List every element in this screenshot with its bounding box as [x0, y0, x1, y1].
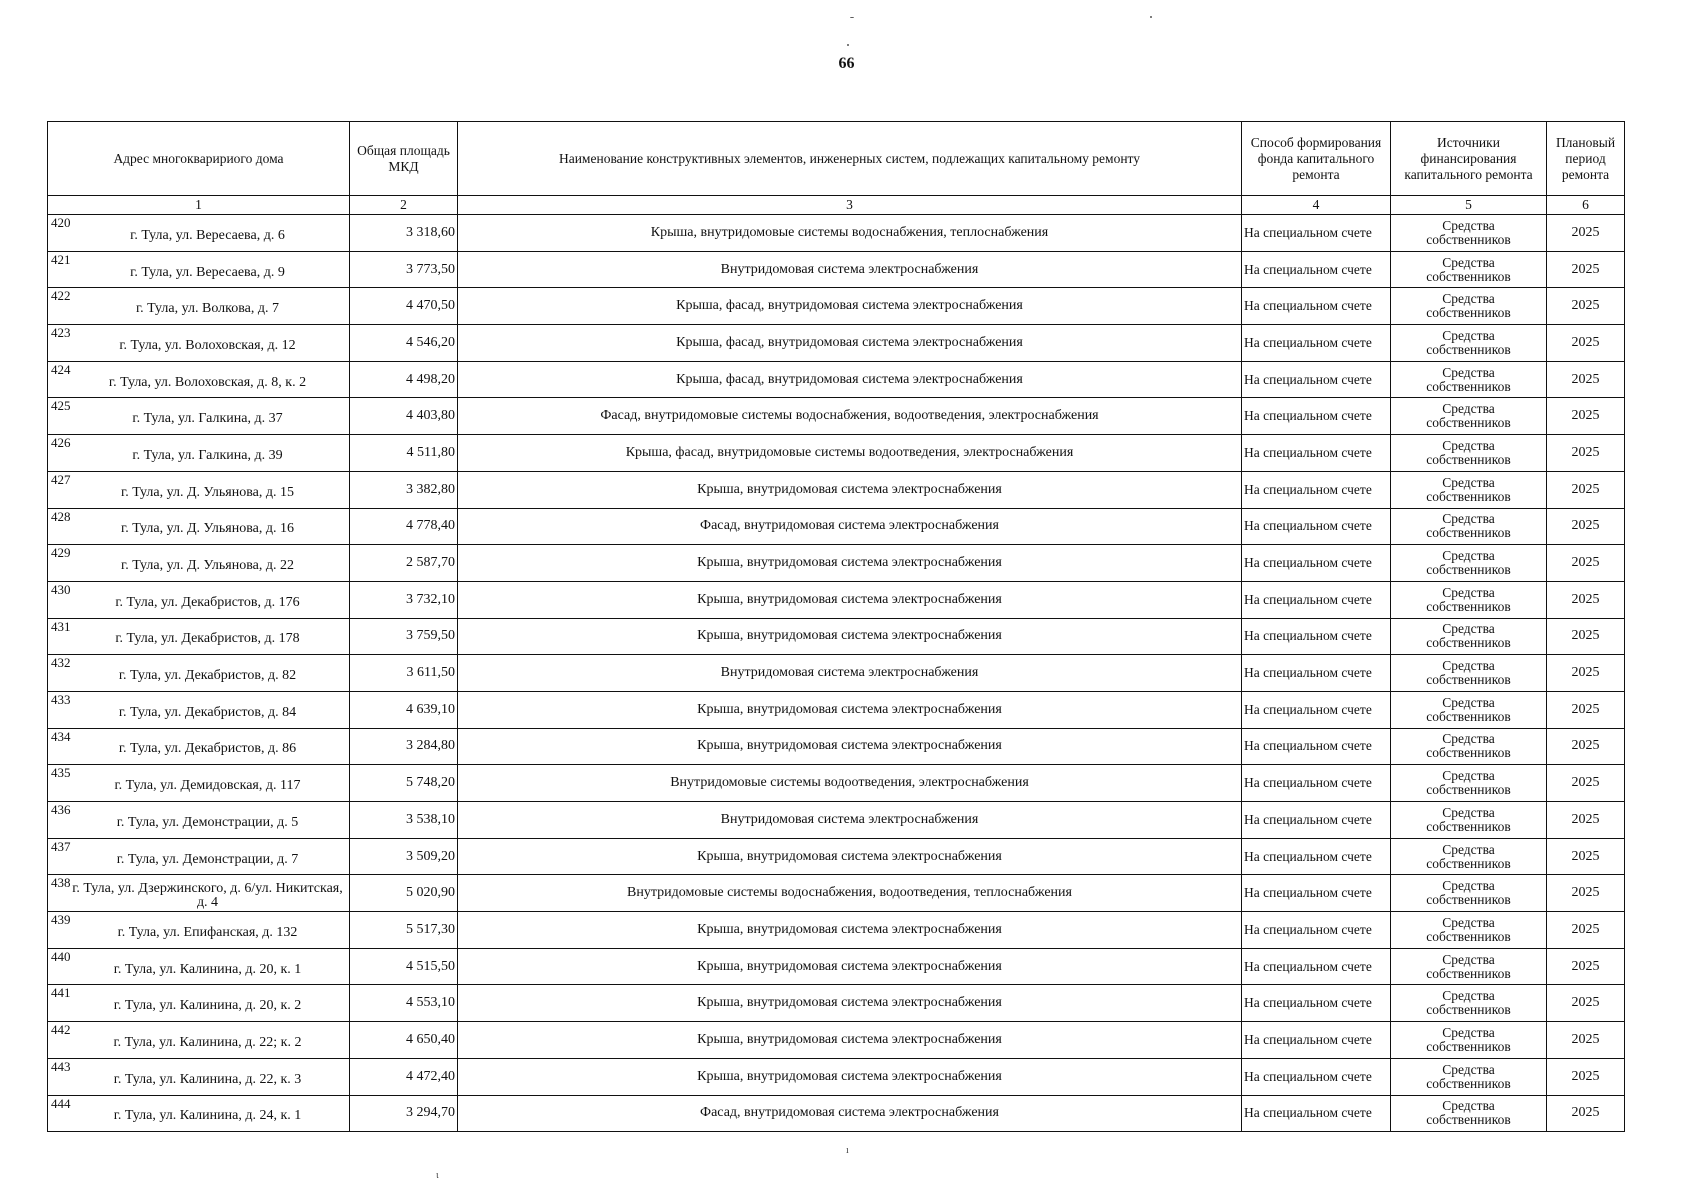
address: г. Тула, ул. Галкина, д. 37: [132, 411, 283, 427]
elements-cell: Крыша, внутридомовая система электроснабжения: [458, 1022, 1242, 1059]
year-cell: 2025: [1547, 838, 1625, 875]
column-number: 5: [1391, 196, 1547, 215]
elements-cell: Крыша, внутридомовые системы водоснабжения, теплоснабжения: [458, 215, 1242, 252]
source-cell: [1391, 728, 1547, 765]
source-line: собственников: [1426, 451, 1511, 467]
source-line: собственников: [1426, 1112, 1511, 1128]
address: г. Тула, ул. Калинина, д. 22; к. 2: [113, 1034, 302, 1050]
address: г. Тула, ул. Дзержинского, д. 6/ул. Никитская, д. 4: [72, 881, 343, 911]
table-row: [48, 325, 1625, 362]
method-cell: На специальном счете: [1242, 802, 1391, 839]
source-line: собственников: [1426, 305, 1511, 321]
source-line: собственников: [1426, 598, 1511, 614]
elements-cell: Внутридомовые системы водоснабжения, водоотведения, теплоснабжения: [458, 875, 1242, 912]
source-line: собственников: [1426, 378, 1511, 394]
method-cell: На специальном счете: [1242, 728, 1391, 765]
column-number: 4: [1242, 196, 1391, 215]
address-cell: [48, 251, 350, 288]
scan-speck: [1150, 16, 1152, 18]
elements-cell: Крыша, внутридомовая система электроснабжения: [458, 618, 1242, 655]
table-row: [48, 948, 1625, 985]
elements-cell: Крыша, внутридомовая система электроснабжения: [458, 581, 1242, 618]
elements-cell: Внутридомовая система электроснабжения: [458, 802, 1242, 839]
table-row: [48, 875, 1625, 912]
method-cell: На специальном счете: [1242, 618, 1391, 655]
method-cell: На специальном счете: [1242, 765, 1391, 802]
table-row: [48, 361, 1625, 398]
table-row: [48, 912, 1625, 949]
source-line: собственников: [1426, 1002, 1511, 1018]
address-cell: [48, 215, 350, 252]
method-cell: На специальном счете: [1242, 1058, 1391, 1095]
address: г. Тула, ул. Декабристов, д. 86: [118, 741, 297, 757]
year-cell: 2025: [1547, 545, 1625, 582]
method-cell: На специальном счете: [1242, 875, 1391, 912]
source-line: собственников: [1426, 1075, 1511, 1091]
source-line: Средства: [1442, 437, 1495, 453]
source-line: Средства: [1442, 474, 1495, 490]
source-cell: [1391, 545, 1547, 582]
table-row: [48, 655, 1625, 692]
area-cell: 4 639,10: [350, 691, 458, 728]
address: г. Тула, ул. Д. Ульянова, д. 22: [121, 558, 294, 574]
year-cell: 2025: [1547, 435, 1625, 472]
area-cell: 3 759,50: [350, 618, 458, 655]
address: г. Тула, ул. Вересаева, д. 6: [130, 227, 285, 243]
source-cell: [1391, 325, 1547, 362]
source-cell: [1391, 361, 1547, 398]
source-cell: [1391, 1058, 1547, 1095]
source-cell: [1391, 251, 1547, 288]
row-number: 429: [51, 545, 71, 561]
row-number: 423: [51, 325, 71, 341]
year-cell: 2025: [1547, 875, 1625, 912]
method-cell: На специальном счете: [1242, 655, 1391, 692]
elements-cell: Крыша, фасад, внутридомовая система электроснабжения: [458, 361, 1242, 398]
year-cell: 2025: [1547, 581, 1625, 618]
source-cell: [1391, 912, 1547, 949]
scan-mark: ɩ: [436, 1170, 439, 1181]
scan-mark: ı: [846, 1145, 849, 1156]
header-elements: Наименование конструктивных элементов, инженерных систем, подлежащих капитальному ремонту: [458, 122, 1242, 196]
row-number: 436: [51, 802, 71, 817]
method-cell: На специальном счете: [1242, 508, 1391, 545]
source-line: собственников: [1426, 562, 1511, 578]
address-cell: [48, 471, 350, 508]
elements-cell: Крыша, внутридомовая система электроснабжения: [458, 838, 1242, 875]
method-cell: На специальном счете: [1242, 912, 1391, 949]
source-line: собственников: [1426, 341, 1511, 357]
address: г. Тула, ул. Волкова, д. 7: [136, 301, 279, 317]
address-cell: [48, 655, 350, 692]
source-line: Средства: [1442, 768, 1495, 784]
method-cell: На специальном счете: [1242, 985, 1391, 1022]
method-cell: На специальном счете: [1242, 361, 1391, 398]
elements-cell: Крыша, фасад, внутридомовая система электроснабжения: [458, 288, 1242, 325]
table-row: [48, 691, 1625, 728]
year-cell: 2025: [1547, 215, 1625, 252]
address-cell: [48, 765, 350, 802]
source-cell: [1391, 838, 1547, 875]
address: г. Тула, ул. Д. Ульянова, д. 15: [121, 484, 294, 500]
address: г. Тула, ул. Волоховская, д. 8, к. 2: [108, 374, 307, 390]
method-cell: На специальном счете: [1242, 1095, 1391, 1132]
address: г. Тула, ул. Декабристов, д. 176: [115, 594, 300, 610]
row-number: 434: [51, 728, 71, 744]
row-number: 421: [51, 251, 71, 267]
table-row: [48, 471, 1625, 508]
row-number: 422: [51, 288, 71, 304]
table-row: [48, 398, 1625, 435]
source-line: собственников: [1426, 892, 1511, 908]
source-cell: [1391, 435, 1547, 472]
source-line: Средства: [1442, 988, 1495, 1004]
source-line: Средства: [1442, 804, 1495, 820]
address-cell: [48, 875, 350, 912]
elements-cell: Внутридомовая система электроснабжения: [458, 655, 1242, 692]
source-cell: [1391, 802, 1547, 839]
column-number: 1: [48, 196, 350, 215]
table-row: [48, 581, 1625, 618]
column-number: 3: [458, 196, 1242, 215]
row-number: 435: [51, 765, 71, 781]
address: г. Тула, ул. Декабристов, д. 82: [118, 668, 297, 684]
address: г. Тула, ул. Галкина, д. 39: [132, 447, 283, 463]
area-cell: 5 517,30: [350, 912, 458, 949]
address-cell: [48, 985, 350, 1022]
method-cell: На специальном счете: [1242, 398, 1391, 435]
address: г. Тула, ул. Калинина, д. 20, к. 2: [113, 998, 302, 1014]
address: г. Тула, ул. Калинина, д. 20, к. 1: [113, 961, 302, 977]
year-cell: 2025: [1547, 691, 1625, 728]
method-cell: На специальном счете: [1242, 251, 1391, 288]
year-cell: 2025: [1547, 361, 1625, 398]
area-cell: 5 020,90: [350, 875, 458, 912]
source-line: собственников: [1426, 672, 1511, 688]
source-line: Средства: [1442, 401, 1495, 417]
elements-cell: Крыша, внутридомовая система электроснабжения: [458, 545, 1242, 582]
row-number: 420: [51, 215, 71, 230]
column-number-row: [48, 196, 1625, 215]
source-line: собственников: [1426, 488, 1511, 504]
area-cell: 4 470,50: [350, 288, 458, 325]
address-cell: [48, 288, 350, 325]
source-line: Средства: [1442, 1098, 1495, 1114]
method-cell: На специальном счете: [1242, 215, 1391, 252]
source-line: Средства: [1442, 914, 1495, 930]
header-source: Источники финансирования капитального ремонта: [1391, 122, 1547, 196]
elements-cell: Фасад, внутридомовые системы водоснабжения, водоотведения, электроснабжения: [458, 398, 1242, 435]
area-cell: 3 318,60: [350, 215, 458, 252]
address-cell: [48, 838, 350, 875]
elements-cell: Крыша, внутридомовая система электроснабжения: [458, 985, 1242, 1022]
address-cell: [48, 802, 350, 839]
address: г. Тула, ул. Декабристов, д. 84: [118, 704, 297, 720]
address: г. Тула, ул. Демидовская, д. 117: [114, 778, 301, 794]
area-cell: 3 509,20: [350, 838, 458, 875]
method-cell: На специальном счете: [1242, 691, 1391, 728]
area-cell: 4 778,40: [350, 508, 458, 545]
row-number: 430: [51, 581, 71, 597]
column-number: 6: [1547, 196, 1625, 215]
row-number: 440: [51, 948, 71, 964]
source-cell: [1391, 581, 1547, 618]
elements-cell: Крыша, внутридомовая система электроснабжения: [458, 471, 1242, 508]
address-cell: [48, 435, 350, 472]
source-cell: [1391, 1095, 1547, 1132]
row-number: 424: [51, 361, 71, 377]
row-number: 444: [51, 1095, 71, 1111]
elements-cell: Крыша, внутридомовая система электроснабжения: [458, 948, 1242, 985]
elements-cell: Крыша, фасад, внутридомовые системы водоотведения, электроснабжения: [458, 435, 1242, 472]
source-cell: [1391, 985, 1547, 1022]
source-cell: [1391, 471, 1547, 508]
source-line: Средства: [1442, 327, 1495, 343]
capital-repair-table: [47, 121, 1625, 1132]
row-number: 428: [51, 508, 71, 524]
address-cell: [48, 948, 350, 985]
method-cell: На специальном счете: [1242, 288, 1391, 325]
header-area: Общая площадь МКД: [350, 122, 458, 196]
elements-cell: Фасад, внутридомовая система электроснабжения: [458, 508, 1242, 545]
source-line: собственников: [1426, 525, 1511, 541]
table-row: [48, 802, 1625, 839]
source-line: Средства: [1442, 731, 1495, 747]
column-number: 2: [350, 196, 458, 215]
source-line: собственников: [1426, 782, 1511, 798]
elements-cell: Крыша, внутридомовая система электроснабжения: [458, 1058, 1242, 1095]
source-line: Средства: [1442, 548, 1495, 564]
address: г. Тула, ул. Волоховская, д. 12: [119, 337, 296, 353]
area-cell: 3 538,10: [350, 802, 458, 839]
year-cell: 2025: [1547, 288, 1625, 325]
row-number: 443: [51, 1058, 71, 1074]
method-cell: На специальном счете: [1242, 838, 1391, 875]
address: г. Тула, ул. Калинина, д. 22, к. 3: [113, 1071, 302, 1087]
method-cell: На специальном счете: [1242, 948, 1391, 985]
year-cell: 2025: [1547, 985, 1625, 1022]
header-period: Плановый период ремонта: [1547, 122, 1625, 196]
source-cell: [1391, 215, 1547, 252]
elements-cell: Крыша, внутридомовая система электроснабжения: [458, 912, 1242, 949]
source-line: Средства: [1442, 584, 1495, 600]
source-cell: [1391, 618, 1547, 655]
area-cell: 4 546,20: [350, 325, 458, 362]
source-line: Средства: [1442, 1061, 1495, 1077]
area-cell: 3 732,10: [350, 581, 458, 618]
year-cell: 2025: [1547, 618, 1625, 655]
table-row: [48, 215, 1625, 252]
year-cell: 2025: [1547, 765, 1625, 802]
source-cell: [1391, 398, 1547, 435]
method-cell: На специальном счете: [1242, 325, 1391, 362]
header-method: Способ формирования фонда капитального ремонта: [1242, 122, 1391, 196]
source-line: собственников: [1426, 928, 1511, 944]
address-cell: [48, 618, 350, 655]
area-cell: 5 748,20: [350, 765, 458, 802]
year-cell: 2025: [1547, 655, 1625, 692]
source-line: собственников: [1426, 635, 1511, 651]
header-address: Адрес многокваририого дома: [48, 122, 350, 196]
source-line: Средства: [1442, 254, 1495, 270]
source-line: собственников: [1426, 745, 1511, 761]
area-cell: 3 611,50: [350, 655, 458, 692]
area-cell: 4 650,40: [350, 1022, 458, 1059]
elements-cell: Внутридомовая система электроснабжения: [458, 251, 1242, 288]
row-number: 432: [51, 655, 71, 671]
area-cell: 4 515,50: [350, 948, 458, 985]
area-cell: 3 294,70: [350, 1095, 458, 1132]
year-cell: 2025: [1547, 1022, 1625, 1059]
row-number: 433: [51, 691, 71, 707]
source-line: Средства: [1442, 694, 1495, 710]
address: г. Тула, ул. Епифанская, д. 132: [117, 924, 298, 940]
source-line: собственников: [1426, 415, 1511, 431]
year-cell: 2025: [1547, 508, 1625, 545]
method-cell: На специальном счете: [1242, 435, 1391, 472]
area-cell: 4 403,80: [350, 398, 458, 435]
address: г. Тула, ул. Калинина, д. 24, к. 1: [113, 1108, 302, 1124]
address: г. Тула, ул. Демонстрации, д. 7: [116, 851, 299, 867]
table-row: [48, 1058, 1625, 1095]
source-line: собственников: [1426, 231, 1511, 247]
source-line: собственников: [1426, 965, 1511, 981]
table-header-row: [48, 122, 1625, 196]
source-line: собственников: [1426, 855, 1511, 871]
source-cell: [1391, 948, 1547, 985]
address: г. Тула, ул. Демонстрации, д. 5: [116, 814, 299, 830]
method-cell: На специальном счете: [1242, 1022, 1391, 1059]
page-number: 66: [838, 55, 855, 72]
address-cell: [48, 361, 350, 398]
address-cell: [48, 325, 350, 362]
row-number: 425: [51, 398, 71, 414]
row-number: 426: [51, 435, 71, 451]
elements-cell: Фасад, внутридомовая система электроснабжения: [458, 1095, 1242, 1132]
row-number: 427: [51, 471, 71, 487]
source-line: Средства: [1442, 511, 1495, 527]
source-line: Средства: [1442, 658, 1495, 674]
address-cell: [48, 398, 350, 435]
address-cell: [48, 1058, 350, 1095]
table-row: [48, 435, 1625, 472]
source-line: собственников: [1426, 708, 1511, 724]
table-row: [48, 288, 1625, 325]
area-cell: 3 382,80: [350, 471, 458, 508]
source-line: Средства: [1442, 1024, 1495, 1040]
source-line: собственников: [1426, 818, 1511, 834]
area-cell: 4 511,80: [350, 435, 458, 472]
table-row: [48, 545, 1625, 582]
table-row: [48, 728, 1625, 765]
address: г. Тула, ул. Вересаева, д. 9: [130, 264, 285, 280]
elements-cell: Внутридомовые системы водоотведения, электроснабжения: [458, 765, 1242, 802]
scan-speck: [850, 17, 854, 18]
year-cell: 2025: [1547, 1095, 1625, 1132]
year-cell: 2025: [1547, 471, 1625, 508]
year-cell: 2025: [1547, 912, 1625, 949]
row-number: 442: [51, 1022, 71, 1038]
source-line: Средства: [1442, 364, 1495, 380]
table-row: [48, 1095, 1625, 1132]
address: г. Тула, ул. Д. Ульянова, д. 16: [121, 521, 294, 537]
source-cell: [1391, 1022, 1547, 1059]
method-cell: На специальном счете: [1242, 471, 1391, 508]
elements-cell: Крыша, фасад, внутридомовая система электроснабжения: [458, 325, 1242, 362]
row-number: 441: [51, 985, 71, 1001]
source-line: Средства: [1442, 951, 1495, 967]
area-cell: 3 773,50: [350, 251, 458, 288]
table-row: [48, 508, 1625, 545]
source-cell: [1391, 508, 1547, 545]
method-cell: На специальном счете: [1242, 545, 1391, 582]
address-cell: [48, 728, 350, 765]
row-number: 437: [51, 838, 71, 854]
row-number: 431: [51, 618, 71, 634]
year-cell: 2025: [1547, 1058, 1625, 1095]
address-cell: [48, 1022, 350, 1059]
source-line: Средства: [1442, 217, 1495, 233]
elements-cell: Крыша, внутридомовая система электроснабжения: [458, 691, 1242, 728]
source-cell: [1391, 691, 1547, 728]
table-row: [48, 765, 1625, 802]
table-row: [48, 618, 1625, 655]
year-cell: 2025: [1547, 728, 1625, 765]
address-cell: [48, 581, 350, 618]
area-cell: 4 553,10: [350, 985, 458, 1022]
table-row: [48, 251, 1625, 288]
address: г. Тула, ул. Декабристов, д. 178: [115, 631, 300, 647]
row-number: 439: [51, 912, 71, 928]
area-cell: 4 472,40: [350, 1058, 458, 1095]
source-line: Средства: [1442, 878, 1495, 894]
year-cell: 2025: [1547, 398, 1625, 435]
address-cell: [48, 1095, 350, 1132]
address-cell: [48, 912, 350, 949]
source-line: Средства: [1442, 621, 1495, 637]
source-cell: [1391, 765, 1547, 802]
year-cell: 2025: [1547, 325, 1625, 362]
elements-cell: Крыша, внутридомовая система электроснабжения: [458, 728, 1242, 765]
area-cell: 4 498,20: [350, 361, 458, 398]
area-cell: 3 284,80: [350, 728, 458, 765]
source-cell: [1391, 875, 1547, 912]
table-row: [48, 985, 1625, 1022]
source-line: Средства: [1442, 841, 1495, 857]
table-row: [48, 1022, 1625, 1059]
address-cell: [48, 508, 350, 545]
year-cell: 2025: [1547, 251, 1625, 288]
year-cell: 2025: [1547, 802, 1625, 839]
source-line: собственников: [1426, 268, 1511, 284]
source-cell: [1391, 288, 1547, 325]
source-line: собственников: [1426, 1038, 1511, 1054]
area-cell: 2 587,70: [350, 545, 458, 582]
source-line: Средства: [1442, 291, 1495, 307]
address-cell: [48, 691, 350, 728]
method-cell: На специальном счете: [1242, 581, 1391, 618]
address-cell: [48, 545, 350, 582]
source-cell: [1391, 655, 1547, 692]
scan-speck: [847, 44, 849, 46]
table-body: [48, 215, 1625, 1132]
year-cell: 2025: [1547, 948, 1625, 985]
row-number: 438: [51, 875, 71, 891]
table-row: [48, 838, 1625, 875]
